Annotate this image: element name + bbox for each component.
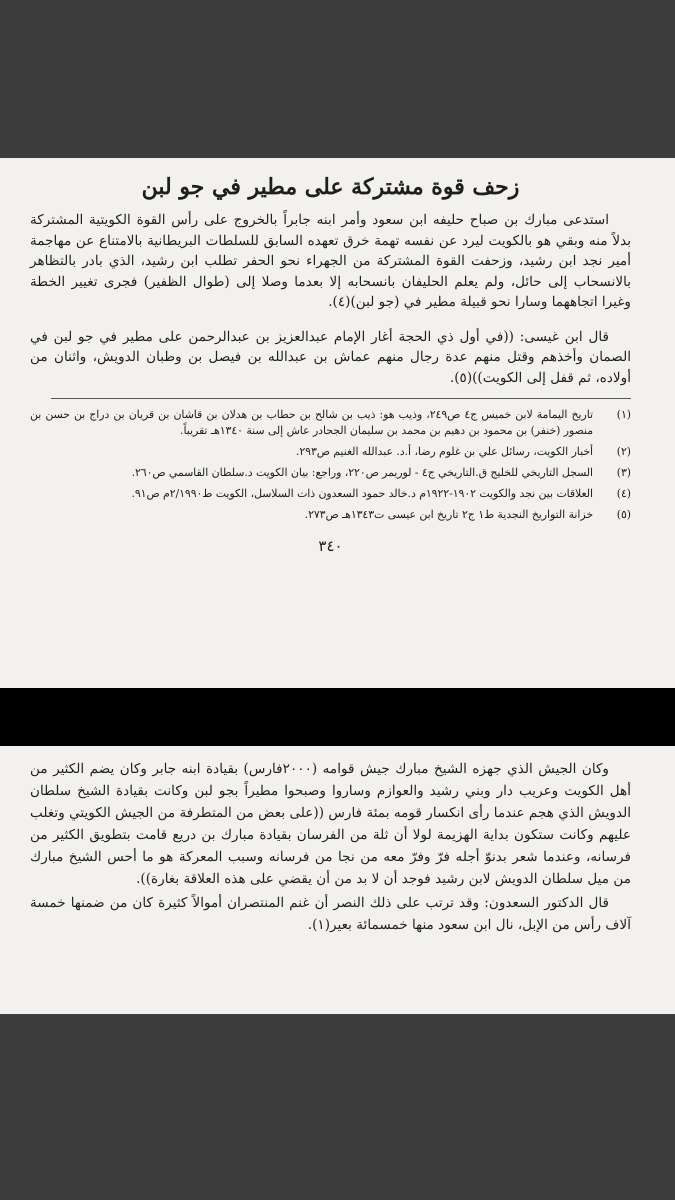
footnote-number: (١) xyxy=(616,408,631,421)
section-heading: زحف قوة مشتركة على مطير في جو لبن xyxy=(141,174,520,200)
footnote-text: أخبار الكويت، رسائل علي بن غلوم رضا، أ.د. عبدالله الغنيم ص٢٩٣. xyxy=(295,445,593,458)
footnote-number: (٢) xyxy=(616,445,631,458)
footnote xyxy=(30,407,631,439)
body-paragraph: وكان الجيش الذي جهزه الشيخ مبارك جيش قوامه (٢٠٠٠فارس) بقيادة ابنه جابر وكان يضم الكثير من أهل الكويت وعريب دار وبني رشيد والعوازم وساروا وصبحوا مطيراً بجو لبن وكانت بقيادة الشيخ سلطان الدويش الذي هجم عندما رأى انكسار قومه بمئة فارس ((على بعض من المتطرفة من الجيش الكويتي وتغلب عليهم وكانت ستكون بداية الهزيمة لولا أن ثلة من الفرسان بقيادة مبارك بن دريع قامت بتطويق الكثير من فرسانه، وعندما شعر بدنوّ أجله فرّ وفرّ معه من نجا من فرسانه وسبب المعركة هو ما أحس الشيخ مبارك من ميل سلطان الدويش لابن رشيد فوجد أن لا بد من أن يقضي على هذه العلاقة بغارة)). xyxy=(30,761,631,887)
quote-paragraph: قال ابن غيسى: ((في أول ذي الحجة أغار الإمام عبدالعزيز بن عبدالرحمن على مطير في جو لبن في الصمان وأخذهم وقتل منهم عدة رجال منهم عماش بن عبدالله بن فيصل بن وطبان الدويش، واثنان من أولاده، ثم قفل إلى الكويت))(٥). xyxy=(30,328,631,386)
footnote-text: خزانة التواريخ النجدية ط١ ج٢ تاريخ ابن عيسى ت١٣٤٣هـ ص٢٧٣. xyxy=(304,508,593,521)
footnote-text: السجل التاريخي للخليج ق.التاريخي ج٤ - لوريمر ص٢٢٠، وراجع: بيان الكويت د.سلطان القاسمي ص٢٦٠. xyxy=(131,466,593,479)
book-page-lower xyxy=(0,746,675,1014)
footnote-text: العلاقات بين نجد والكويت ١٩٠٢-١٩٢٢م د.خالد حمود السعدون ذات السلاسل، الكويت ط٢/١٩٩٠م ص٩١. xyxy=(131,487,593,500)
footnote xyxy=(30,486,631,502)
footnote xyxy=(30,465,631,481)
footnotes xyxy=(30,407,631,523)
footnote-divider xyxy=(51,398,631,399)
photo-separator xyxy=(0,688,675,746)
footnote-number: (٣) xyxy=(616,466,631,479)
page-number: ٣٤٠ xyxy=(318,537,343,555)
footnote-number: (٤) xyxy=(616,487,631,500)
footnote xyxy=(30,444,631,460)
footnote-number: (٥) xyxy=(616,508,631,521)
footnote-text: تاريخ اليمامة لابن خميس ج٤ ص٢٤٩، وذيب هو: ذيب بن شالح بن حطاب بن هدلان بن قاشان بن قريان بن دراج بن حسن بن منصور (خنفر) بن محمود بن دهيم بن محمد بن سليمان الجحادر عاش إلى سنة ١٣٤٠هـ تقريباً. xyxy=(30,408,593,437)
book-page-upper xyxy=(0,158,675,688)
body-paragraph: استدعى مبارك بن صباح حليفه ابن سعود وأمر ابنه جابراً بالخروج على رأس القوة الكويتية المشتركة بدلاً منه وبقي هو بالكويت ليرد عن نفسه تهمة خرق تعهده السابق للسلطات البريطانية بالامتناع عن مهاجمة أمير نجد ابن رشيد، وزحفت القوة المشتركة من الجهراء نحو الحفر تطلب ابن رشيد، الذي بادر بالتظاهر بالانسحاب إلى حائل، ولم يعلم الحليفان بانسحابه إلا بعدما وصلا إلى (طوال الظفير) فجرى تغيير الخطة وغيرا اتجاههما وسارا نحو قبيلة مطير في (جو لبن)(٤). xyxy=(30,212,631,310)
body-paragraph: قال الدكتور السعدون: وقد ترتب على ذلك النصر أن غنم المنتصران أموالاً كثيرة كان من ضمنها خمسة آلاف رأس من الإبل، نال ابن سعود منها خمسمائة بعير(١). xyxy=(30,895,631,933)
footnote xyxy=(30,507,631,523)
